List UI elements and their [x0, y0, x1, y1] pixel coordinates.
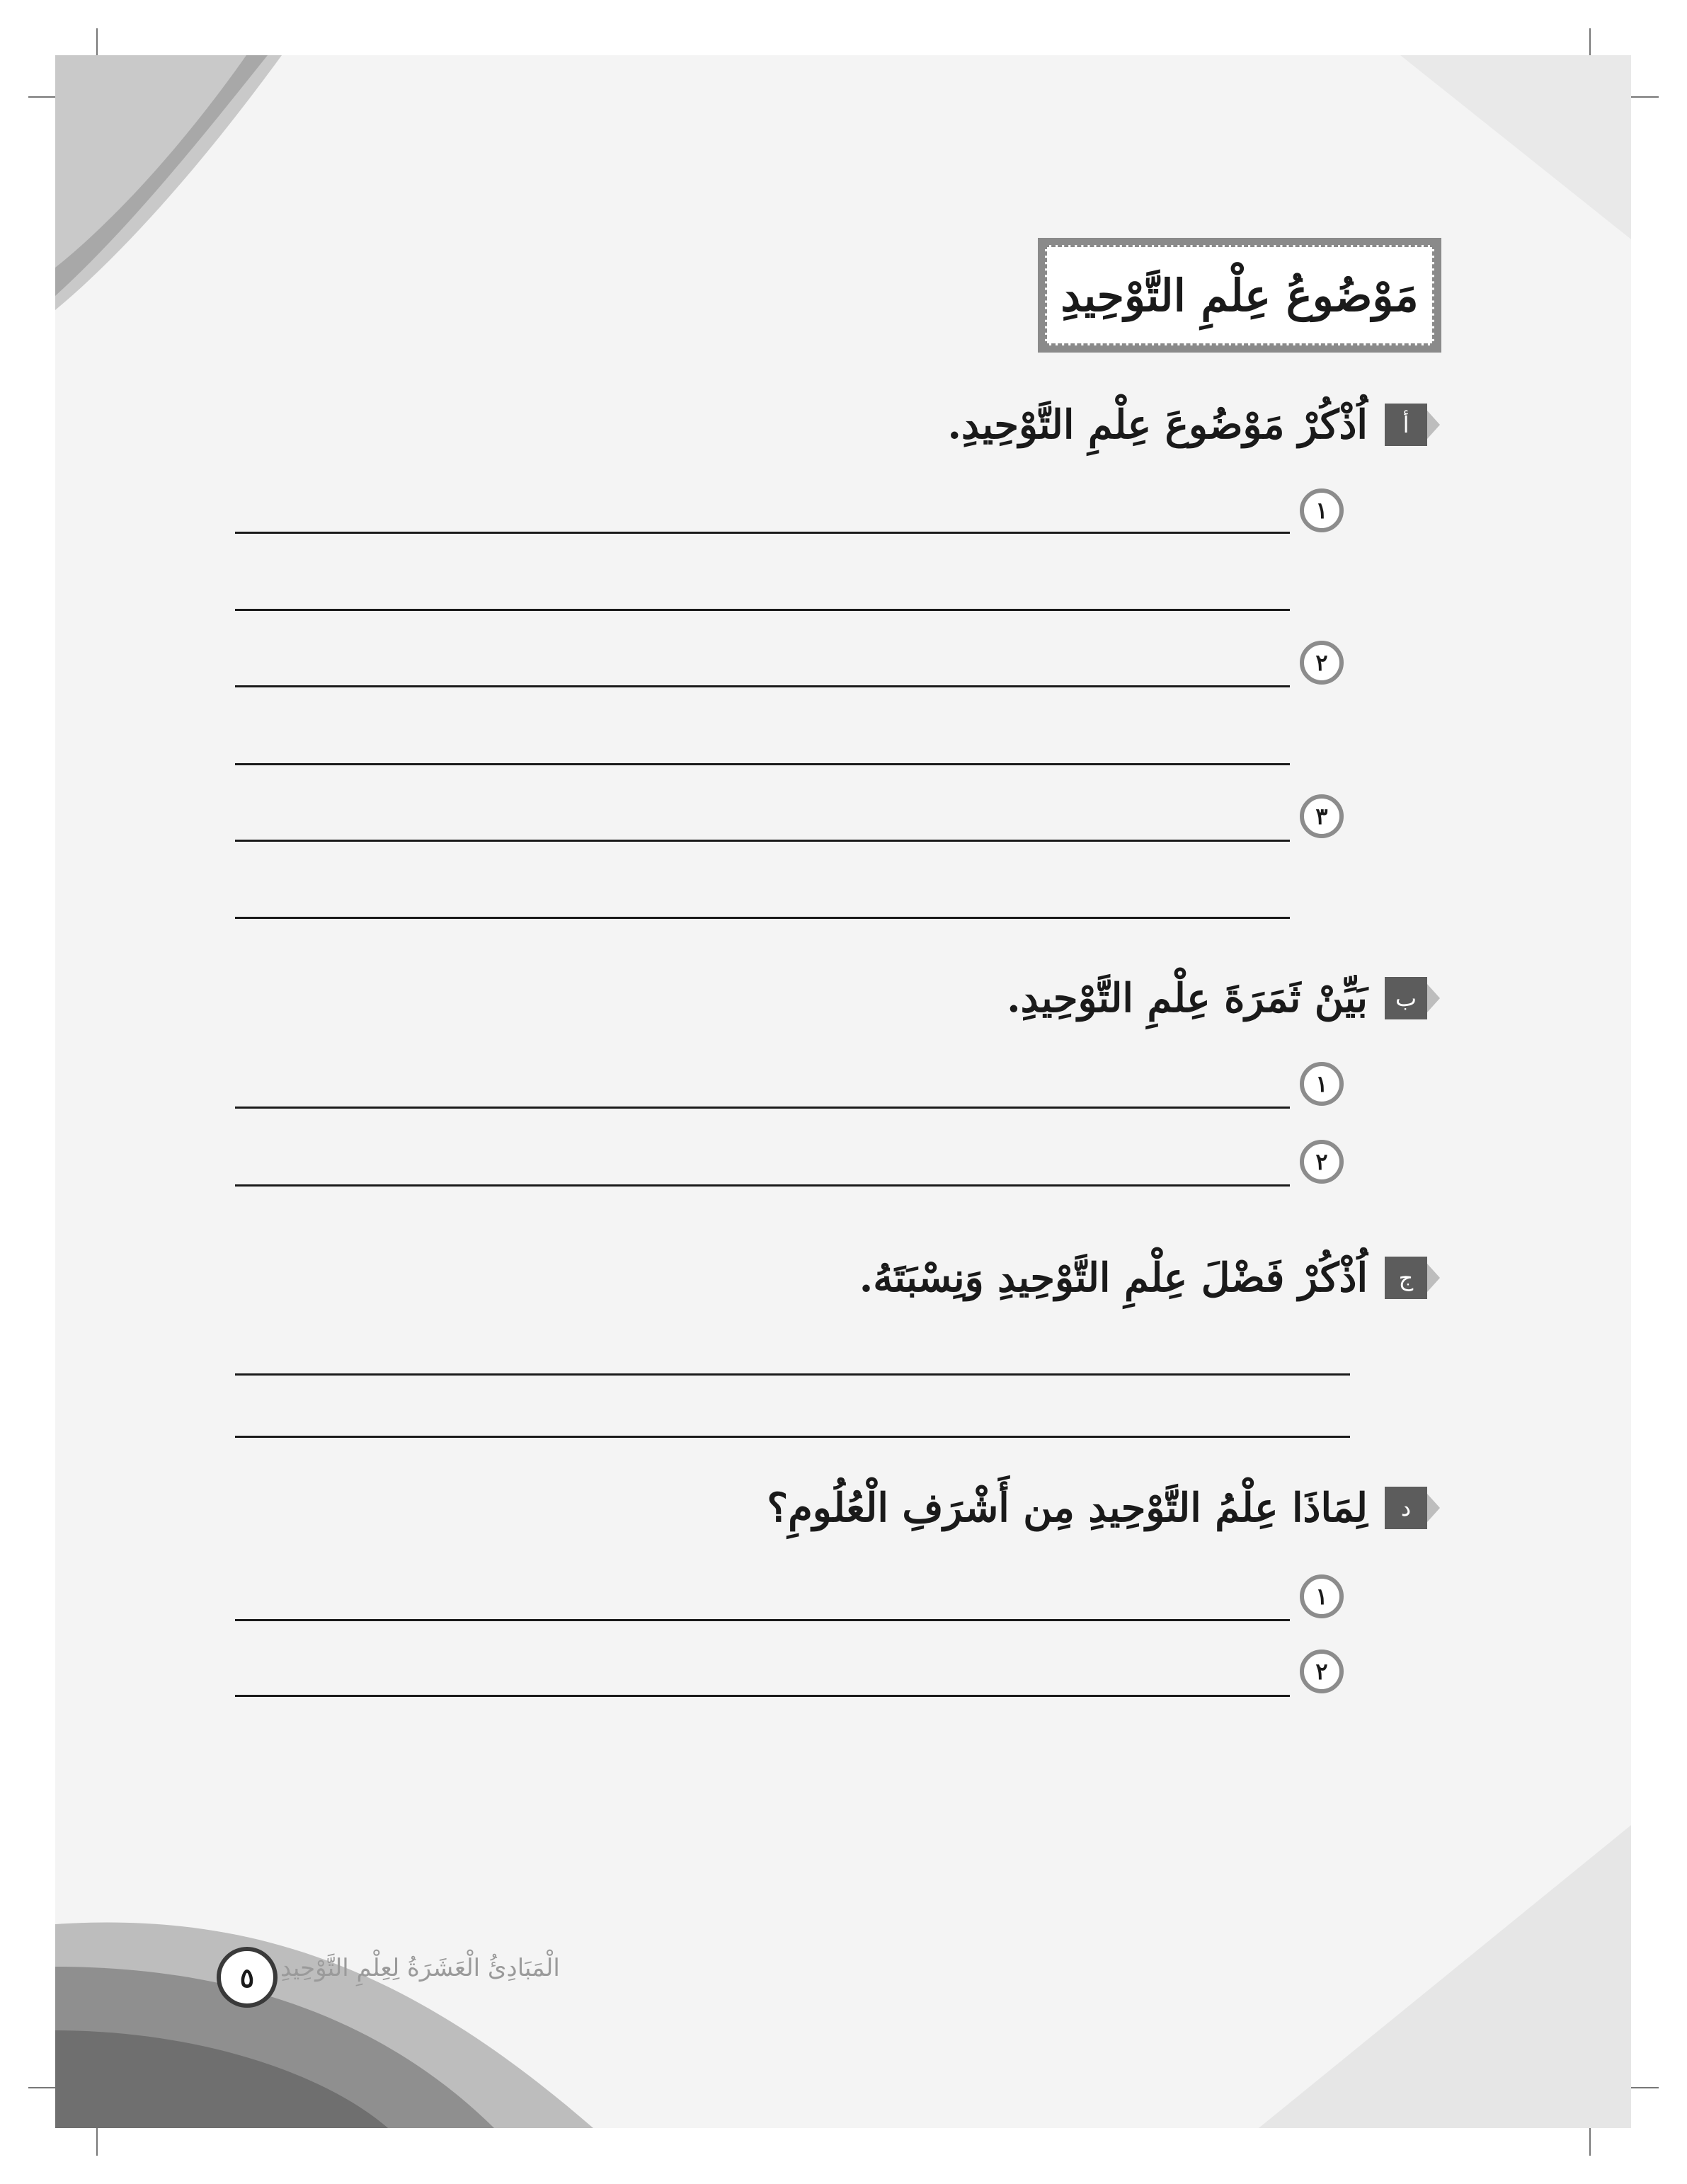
- answer-line[interactable]: [235, 763, 1290, 765]
- answer-number: ١: [1300, 1062, 1344, 1106]
- question-letter-badge: د: [1385, 1487, 1427, 1529]
- answer-number: ٢: [1300, 1650, 1344, 1693]
- answer-number: ١: [1300, 488, 1344, 532]
- answer-line[interactable]: [235, 1184, 1290, 1187]
- answer-number: ٢: [1300, 641, 1344, 685]
- question-letter-badge: أ: [1385, 404, 1427, 446]
- question-d: [767, 1473, 1427, 1543]
- page-title: مَوْضُوعُ عِلْمِ التَّوْحِيدِ: [1045, 245, 1434, 345]
- question-text: اُذْكُرْ مَوْضُوعَ عِلْمِ التَّوْحِيدِ.: [947, 401, 1368, 448]
- answer-number: ٢: [1300, 1140, 1344, 1184]
- question-text: اُذْكُرْ فَضْلَ عِلْمِ التَّوْحِيدِ وَنِسْبَتَهُ.: [859, 1254, 1368, 1301]
- answer-line[interactable]: [235, 1436, 1350, 1438]
- answer-line[interactable]: [235, 917, 1290, 919]
- background-decoration: [55, 55, 1631, 2128]
- answer-line[interactable]: [235, 1619, 1290, 1621]
- question-letter-badge: ج: [1385, 1257, 1427, 1299]
- page-number: ٥: [217, 1947, 278, 2008]
- footer-book-title: الْمَبَادِئُ الْعَشَرَةُ لِعِلْمِ التَّوْحِيدِ: [280, 1954, 560, 1982]
- question-letter-badge: ب: [1385, 977, 1427, 1019]
- answer-line[interactable]: [235, 1373, 1350, 1376]
- answer-number: ١: [1300, 1574, 1344, 1618]
- question-c: [859, 1242, 1427, 1313]
- title-box: [1038, 238, 1441, 353]
- answer-line[interactable]: [235, 609, 1290, 611]
- question-text: لِمَاذَا عِلْمُ التَّوْحِيدِ مِن أَشْرَفِ الْعُلُومِ؟: [767, 1485, 1368, 1531]
- question-b: [1007, 963, 1427, 1034]
- answer-line[interactable]: [235, 1695, 1290, 1697]
- answer-line[interactable]: [235, 1107, 1290, 1109]
- question-text: بَيِّنْ ثَمَرَةَ عِلْمِ التَّوْحِيدِ.: [1007, 975, 1368, 1022]
- answer-line[interactable]: [235, 532, 1290, 534]
- answer-number: ٣: [1300, 794, 1344, 838]
- worksheet-page: [55, 55, 1631, 2128]
- question-a: [948, 389, 1427, 460]
- answer-line[interactable]: [235, 840, 1290, 842]
- answer-line[interactable]: [235, 685, 1290, 687]
